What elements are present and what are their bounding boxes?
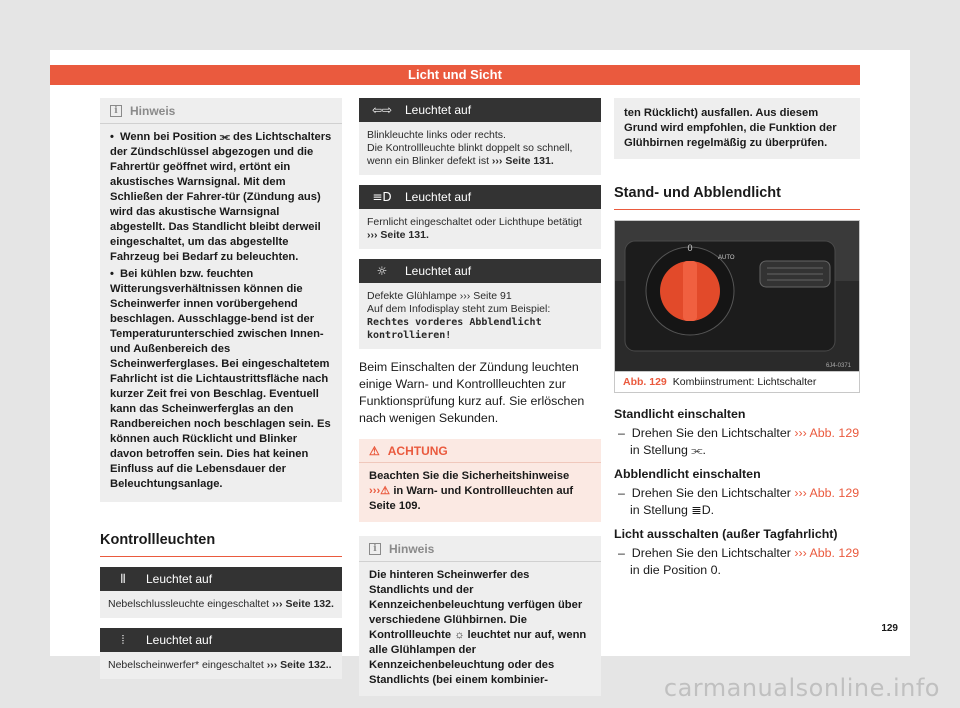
indicator-title: Leuchtet auf	[405, 103, 472, 117]
warning-box	[359, 439, 601, 522]
page-header: Licht und Sicht	[50, 65, 860, 85]
page-number: 129	[881, 623, 898, 634]
indicator-text: Nebelscheinwerfer* eingeschaltet ››› Seite 132..	[108, 659, 332, 671]
note-title: Hinweis	[130, 103, 176, 118]
bulb-icon: ☼	[376, 264, 388, 278]
bullet-icon: •	[110, 131, 114, 143]
warning-text: Beachten Sie die Sicherheitshinweise ›››⚠ in Warn- und Kontrollleuchten auf Seite 109.	[369, 470, 574, 512]
body-text: Beim Einschalten der Zündung leuchten einige Warn- und Kontrollleuchten zur Funktionsprüfung kurz auf. Sie erlöschen nach wenigen Sekunden.	[359, 360, 585, 425]
indicator-title: Leuchtet auf	[405, 264, 472, 278]
instruction-step: – Drehen Sie den Lichtschalter ››› Abb. 129 in Stellung ⫘.	[618, 426, 860, 457]
indicator-fog-rear	[100, 567, 342, 618]
info-icon: i	[110, 105, 122, 117]
warning-icon: ⚠	[369, 443, 380, 458]
column-1	[100, 98, 342, 689]
display-message: Rechtes vorderes Abblendlicht kontrollieren!	[367, 317, 542, 341]
info-icon: i	[369, 543, 381, 555]
figure-caption: Abb. 129 Kombiinstrument: Lichtschalter	[615, 371, 859, 392]
note-body: ten Rücklicht) ausfallen. Aus diesem Grund wird empfohlen, die Funktion der Glühbirnen regelmäßig zu überprüfen.	[624, 107, 837, 149]
indicator-text: Nebelschlussleuchte eingeschaltet ››› Seite 132.	[108, 598, 334, 610]
page-reference-link[interactable]: ››› Seite 131.	[491, 155, 554, 167]
high-beam-icon: ≡D	[372, 190, 392, 204]
dial-label-0: 0	[687, 243, 693, 253]
rear-fog-light-icon: ⦀	[120, 571, 126, 586]
indicator-title: Leuchtet auf	[405, 190, 472, 204]
note-box	[359, 536, 601, 696]
indicator-turn-signal	[359, 98, 601, 175]
note-header	[100, 98, 342, 124]
section-title-stand-abblendlicht: Stand- und Abblendlicht	[614, 185, 860, 210]
bullet-icon: •	[110, 268, 114, 280]
front-fog-light-icon: ⦙	[121, 632, 125, 647]
figure-129	[614, 220, 860, 393]
warning-icon: ›››⚠	[369, 485, 391, 497]
note-item: • Wenn bei Position ⫘ des Lichtschalters der Zündschlüssel abgezogen und die Fahrertür geöffnet wird, ertönt ein akustisches Warnsignal. Mit dem Schließen der Fahrer-tür (Zündung aus) wird das akustische Warnsignal abgestellt. Das Standlicht bleibt derweil eingeschaltet, um das abgestellte Fahrzeug bei Bedarf zu beleuchten.	[110, 131, 332, 263]
watermark: carmanualsonline.info	[663, 674, 940, 702]
figure-reference-link[interactable]: Abb. 129	[809, 546, 860, 560]
page-reference-link[interactable]: ››› Seite 132.	[272, 598, 334, 610]
instruction-group: Standlicht einschalten – Drehen Sie den Lichtschalter ››› Abb. 129 in Stellung ⫘.	[614, 407, 860, 457]
note-body: Die hinteren Scheinwerfer des Standlichts und der Kennzeichenbeleuchtung verfügen über verschiedene Glühbirnen. Die Kontrollleuchte ☼ leuchtet nur auf, wenn alle Glühlampen der Kennzeichenbeleuchtung oder des Standlichts (bei einem kombinier-	[369, 569, 587, 686]
warning-title: ACHTUNG	[387, 443, 448, 458]
note-box-continued	[614, 98, 860, 159]
instruction-group: Abblendlicht einschalten – Drehen Sie den Lichtschalter ››› Abb. 129 in Stellung ≣D.	[614, 467, 860, 517]
instruction-group: Licht ausschalten (außer Tagfahrlicht) – Drehen Sie den Lichtschalter ››› Abb. 129 in die Position 0.	[614, 527, 860, 577]
note-body	[100, 124, 342, 502]
column-3	[614, 98, 860, 583]
dial-label-auto: AUTO	[718, 255, 735, 261]
page-reference-link[interactable]: 109.	[398, 500, 421, 512]
column-2	[359, 98, 601, 696]
note-item: • Bei kühlen bzw. feuchten Witterungsverhältnissen können die Scheinwerfer innen vorübergehend beschlagen. Ausschlagge-bend ist der Temperaturunterschied zwischen Innen- und Außenbereich des Scheinwerferglases. Bei eingeschaltetem Fahrlicht ist die Lichtaustrittsfläche nach kurzer Zeit frei von Beschlag. Eventuell kann das Scheinwerferglas an den Randbereichen noch beschlagen sein. Es können auch Rücklicht und Blinker davon betroffen sein. Dies hat keinen Einfluss auf die Lebensdauer der Beleuchtungsanlage.	[110, 268, 331, 490]
figure-code: 6J4-0371	[825, 363, 851, 369]
indicator-bulb-defect	[359, 259, 601, 349]
indicator-text: Fernlicht eingeschaltet oder Lichthupe betätigt ››› Seite 131.	[359, 209, 601, 249]
page-reference-link[interactable]: ››› Seite 132..	[266, 659, 332, 671]
turn-signal-icon: ⇦⇨	[371, 103, 393, 117]
instruction-step: – Drehen Sie den Lichtschalter ››› Abb. 129 in Stellung ≣D.	[618, 486, 860, 517]
light-switch-image	[615, 221, 859, 371]
note-box	[100, 98, 342, 502]
indicator-title: Leuchtet auf	[146, 572, 213, 586]
instruction-step: – Drehen Sie den Lichtschalter ››› Abb. 129 in die Position 0.	[618, 546, 860, 577]
note-title: Hinweis	[389, 541, 435, 556]
figure-reference-link[interactable]: Abb. 129	[809, 486, 860, 500]
indicator-fog-front	[100, 628, 342, 679]
indicator-high-beam	[359, 185, 601, 249]
indicator-text: Defekte Glühlampe ››› Seite 91 Auf dem Infodisplay steht zum Beispiel: Rechtes vorderes Abblendlicht kontrollieren!	[359, 283, 601, 349]
indicator-text: Blinkleuchte links oder rechts. Die Kontrollleuchte blinkt doppelt so schnell, wenn ein Blinker defekt ist ››› Seite 131.	[367, 129, 573, 167]
figure-reference-link[interactable]: Abb. 129	[809, 426, 860, 440]
page-reference-link[interactable]: ››› Seite 131.	[367, 229, 429, 241]
section-title-kontrollleuchten: Kontrollleuchten	[100, 532, 342, 557]
indicator-title: Leuchtet auf	[146, 633, 213, 647]
